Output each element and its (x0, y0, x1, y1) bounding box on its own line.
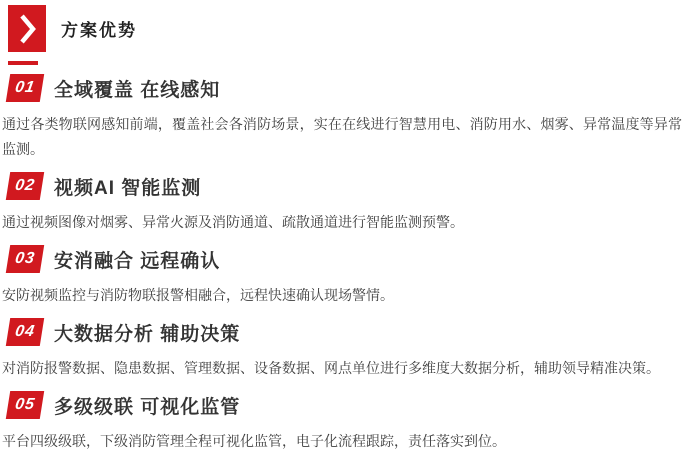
advantage-description: 平台四级级联，下级消防管理全程可视化监管，电子化流程跟踪，责任落实到位。 (2, 433, 506, 449)
chevron-right-icon (15, 12, 39, 46)
advantage-section (2, 245, 682, 308)
advantage-heading-row (2, 391, 682, 419)
advantage-title: 全域覆盖 在线感知 (54, 79, 221, 101)
advantage-section (2, 74, 682, 162)
advantage-title: 安消融合 远程确认 (54, 250, 221, 272)
advantage-description: 通过各类物联网感知前端，覆盖社会各消防场景，实在在线进行智慧用电、消防用水、烟雾、异常温度等异常监测。 (2, 116, 682, 157)
advantage-heading-row (2, 172, 682, 200)
header-accent-block (8, 5, 46, 52)
badge-number: 01 (13, 79, 37, 96)
badge-number: 05 (13, 396, 37, 413)
advantage-title: 大数据分析 辅助决策 (54, 323, 241, 345)
number-badge (6, 391, 44, 419)
section-header (2, 5, 682, 52)
advantage-section (2, 172, 682, 235)
advantage-description: 安防视频监控与消防物联报警相融合，远程快速确认现场警情。 (2, 287, 394, 303)
header-underline (8, 61, 38, 65)
number-badge (6, 172, 44, 200)
number-badge (6, 74, 44, 102)
badge-number: 04 (13, 323, 37, 340)
badge-number: 02 (13, 177, 37, 194)
advantage-title: 多级级联 可视化监管 (54, 396, 241, 418)
advantage-heading-row (2, 245, 682, 273)
advantage-description: 对消防报警数据、隐患数据、管理数据、设备数据、网点单位进行多维度大数据分析，辅助领导精准决策。 (2, 360, 660, 376)
advantage-heading-row (2, 74, 682, 102)
number-badge (6, 318, 44, 346)
advantage-description: 通过视频图像对烟雾、异常火源及消防通道、疏散通道进行智能监测预警。 (2, 214, 464, 230)
number-badge (6, 245, 44, 273)
advantage-section (2, 318, 682, 381)
badge-number: 03 (13, 250, 37, 267)
advantage-section (2, 391, 682, 454)
advantage-title: 视频AI 智能监测 (54, 177, 202, 199)
page-title: 方案优势 (61, 21, 137, 40)
advantage-heading-row (2, 318, 682, 346)
